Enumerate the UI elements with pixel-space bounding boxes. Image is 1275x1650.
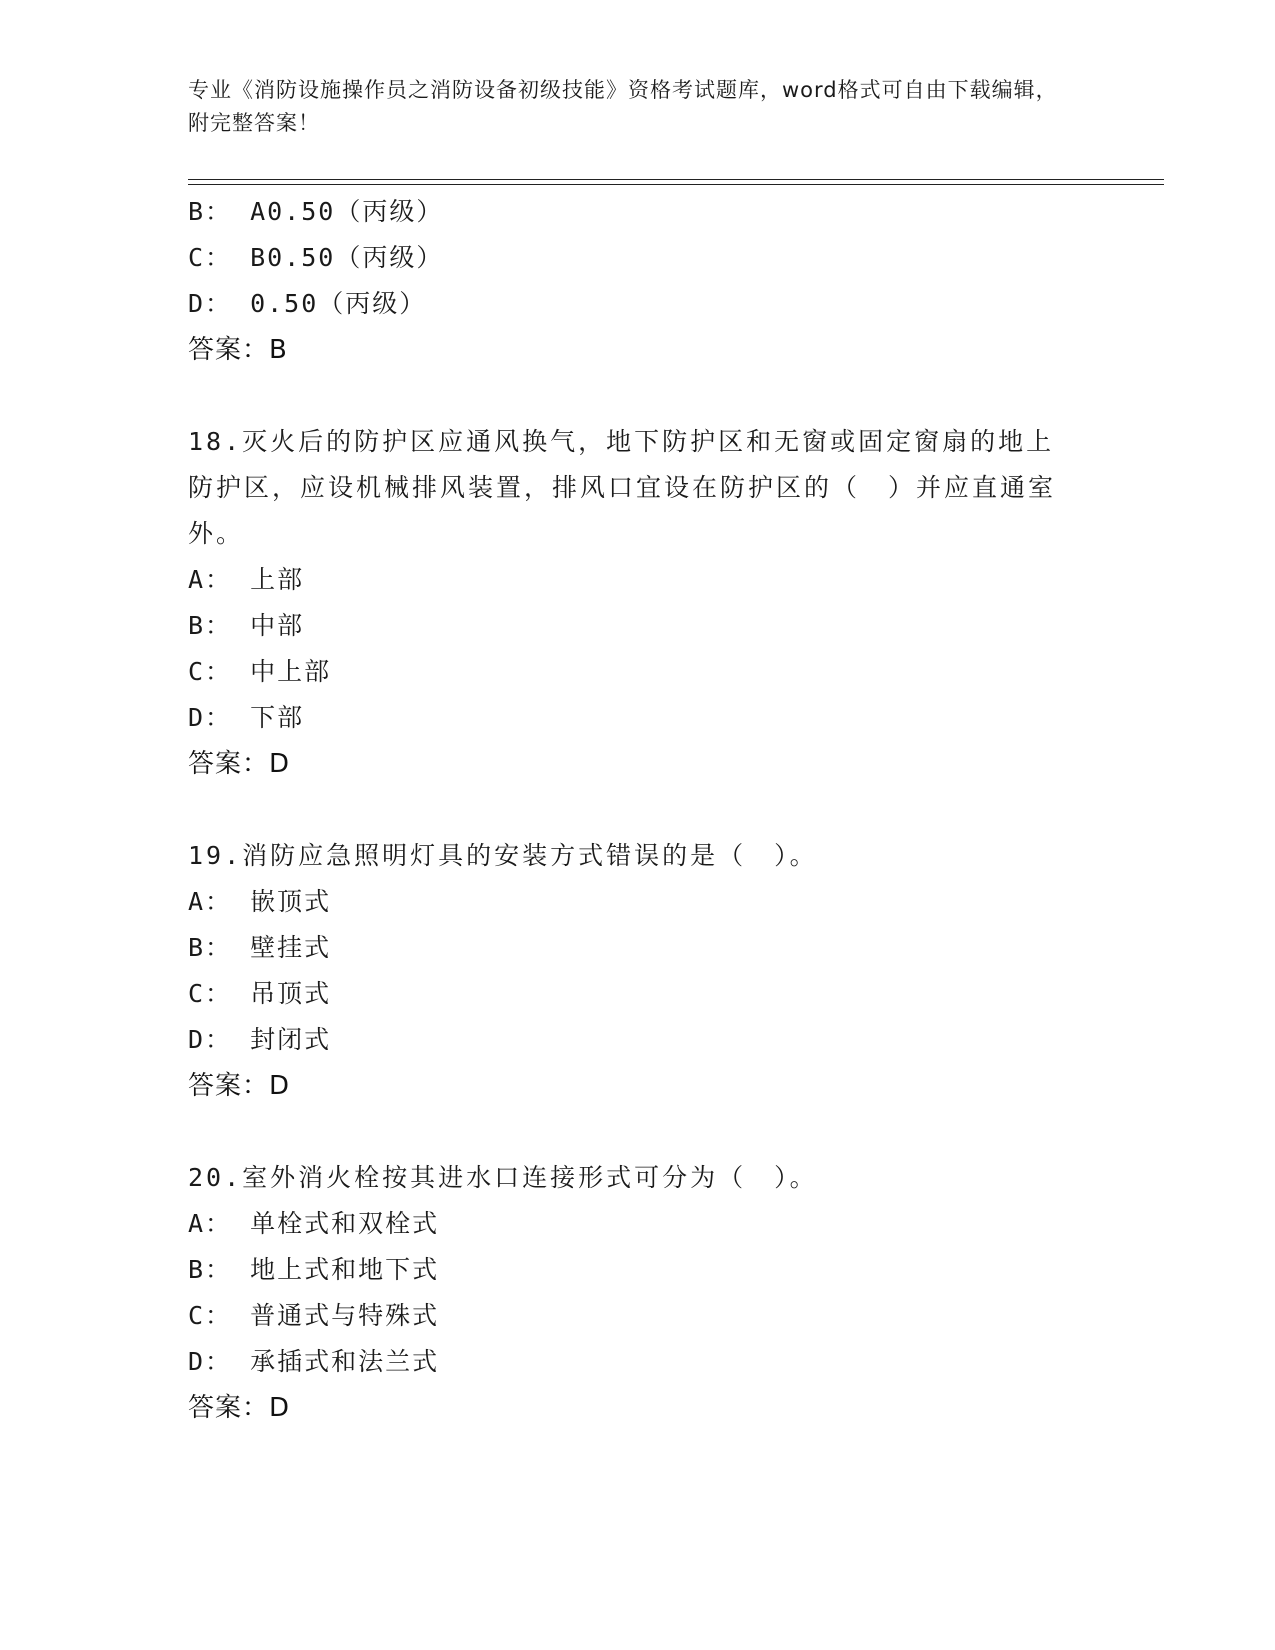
answer-line: 答案：B [188,335,288,365]
option-key: C： [188,979,233,1008]
option-text: 中上部 [250,657,332,686]
option-text: 0.50（丙级） [250,289,427,318]
option-line [188,603,1088,649]
header-rule-thin [188,184,1164,185]
option-line [188,649,1088,695]
option-key: C： [188,243,233,272]
option-key: D： [188,1347,233,1376]
option-text: 中部 [250,611,305,640]
option-line [188,1247,1088,1293]
option-text: 上部 [250,565,305,594]
option-key: C： [188,657,233,686]
option-key: A： [188,1209,233,1238]
option-text: 嵌顶式 [250,887,332,916]
header-rule-thick [188,179,1164,180]
option-key: A： [188,565,233,594]
option-key: C： [188,1301,233,1330]
option-line [188,1293,1088,1339]
question-stem: 20.室外消火栓按其进水口连接形式可分为（ ）。 [188,1163,818,1192]
option-line [188,281,1088,327]
option-line [188,695,1088,741]
option-text: 地上式和地下式 [250,1255,440,1284]
question-list [188,189,1088,1431]
question-18-block [188,419,1088,787]
document-header: 专业《消防设施操作员之消防设备初级技能》资格考试题库，word格式可自由下载编辑，附完整答案！ [188,78,1058,135]
option-text: A0.50（丙级） [250,197,444,226]
option-text: 单栓式和双栓式 [250,1209,440,1238]
option-key: B： [188,1255,233,1284]
option-line [188,1339,1088,1385]
option-line [188,235,1088,281]
option-line [188,557,1088,603]
option-line [188,971,1088,1017]
option-text: 下部 [250,703,305,732]
option-key: D： [188,289,233,318]
option-text: 普通式与特殊式 [250,1301,440,1330]
prev-question-block [188,189,1088,373]
option-line [188,879,1088,925]
option-line [188,1201,1088,1247]
answer-line: 答案：D [188,749,291,779]
question-19-block [188,833,1088,1109]
answer-line: 答案：D [188,1071,291,1101]
option-text: 壁挂式 [250,933,332,962]
option-text: 封闭式 [250,1025,332,1054]
option-key: A： [188,887,233,916]
option-line [188,925,1088,971]
option-key: B： [188,611,233,640]
question-20-block [188,1155,1088,1431]
option-line [188,189,1088,235]
question-stem: 19.消防应急照明灯具的安装方式错误的是（ ）。 [188,841,818,870]
answer-line: 答案：D [188,1393,291,1423]
option-line [188,1017,1088,1063]
option-key: B： [188,197,233,226]
option-text: 吊顶式 [250,979,332,1008]
option-text: B0.50（丙级） [250,243,444,272]
option-key: B： [188,933,233,962]
option-text: 承插式和法兰式 [250,1347,440,1376]
question-stem: 18.灭火后的防护区应通风换气，地下防护区和无窗或固定窗扇的地上防护区，应设机械排风装置，排风口宜设在防护区的（ ）并应直通室外。 [188,427,1057,548]
option-key: D： [188,1025,233,1054]
option-key: D： [188,703,233,732]
